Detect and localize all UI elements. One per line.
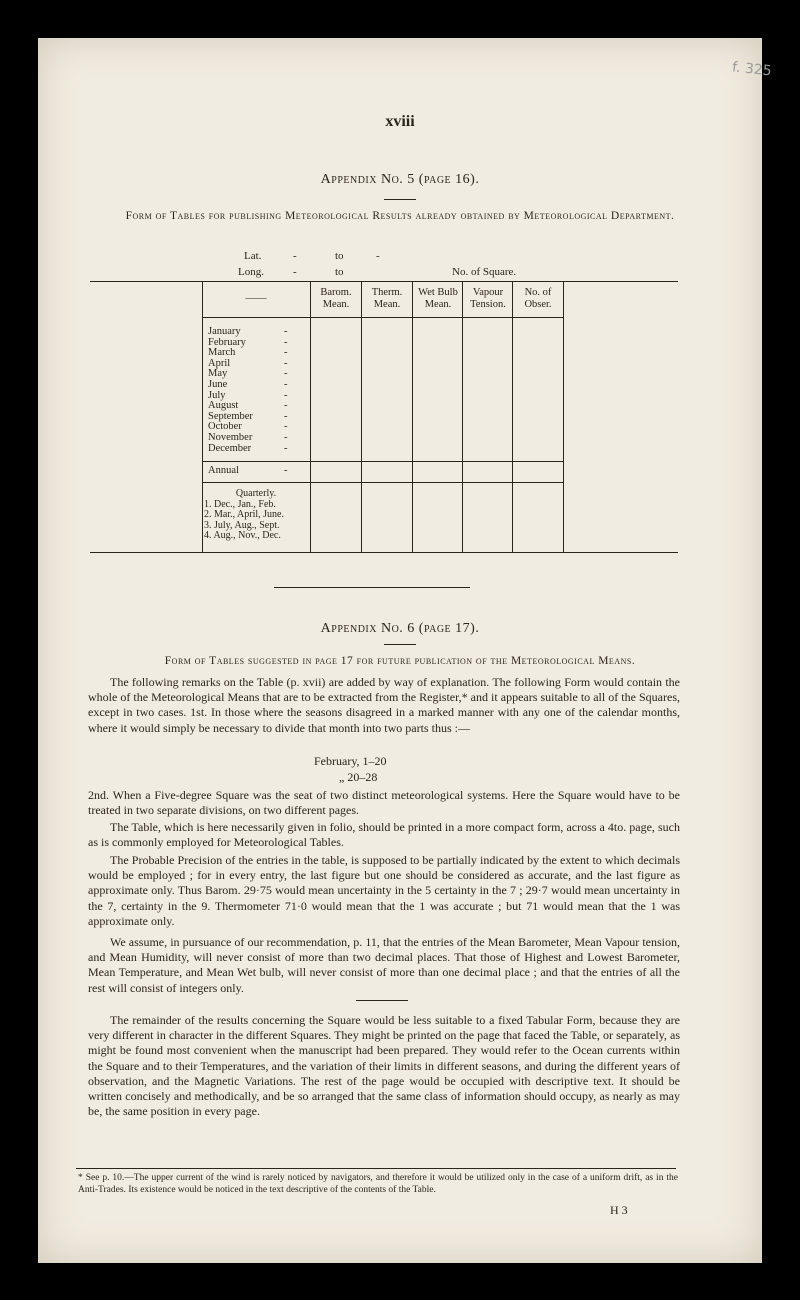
- col-divider: [512, 281, 513, 552]
- short-rule: [356, 1000, 408, 1001]
- dash: -: [284, 336, 288, 348]
- leader-dashes: [284, 327, 308, 454]
- col-divider: [202, 281, 203, 552]
- quarter-row: 2. Mar., April, June.: [204, 509, 284, 521]
- dash: -: [293, 250, 297, 262]
- dash: -: [284, 410, 288, 422]
- paragraph: The following remarks on the Table (p. xvii) are added by way of explanation. The following Form would contain the whole of the Meteorological Means that are to be extracted from the Register,* and it appears suitable to all of the Squares, except in two cases. 1st. In those where the seasons disagreed in a marked manner with any one of the calendar months, where it would simply be necessary to divide that month into two parts thus :—: [88, 675, 680, 735]
- paragraph: The Table, which is here necessarily given in folio, should be printed in a more compact form, across a 4to. page, such as is commonly employed for Meteorological Tables.: [88, 820, 680, 850]
- month-row: September: [208, 410, 253, 422]
- dash: -: [284, 442, 288, 454]
- appendix6-form-title: Form of Tables suggested in page 17 for future publication of the Meteorological Means.: [164, 655, 636, 667]
- month-row: August: [208, 400, 239, 412]
- month-row: March: [208, 347, 236, 359]
- month-row: April: [208, 357, 231, 369]
- month-row: February: [208, 336, 246, 348]
- dash: -: [376, 250, 380, 262]
- quarter-row: 1. Dec., Jan., Feb.: [204, 498, 276, 510]
- square-label: No. of Square.: [452, 266, 517, 278]
- month-row: December: [208, 442, 252, 454]
- document-page: [38, 38, 773, 1263]
- short-rule: [384, 644, 416, 645]
- page-number: xviii: [385, 113, 415, 130]
- month-row: July: [208, 389, 226, 401]
- dash: -: [284, 347, 288, 359]
- footnote: * See p. 10.—The upper current of the wind is rarely noticed by navigators, and therefore it would be utilized only in the case of a uniform drift, as in the Anti-Trades. Its existence would be noticed in the text descriptive of the contents of the Table.: [78, 1173, 678, 1195]
- paragraph: 2nd. When a Five-degree Square was the seat of two distinct meteorological systems. Here the Square would have to be treated in two separate divisions, on two different pages.: [88, 788, 680, 818]
- annual-rule: [202, 461, 563, 462]
- long-label: Long.: [238, 266, 264, 278]
- col-header: Barom. Mean.: [320, 287, 352, 310]
- col-header: Wet Bulb Mean.: [418, 287, 458, 310]
- dash: -: [293, 266, 297, 278]
- month-row: October: [208, 421, 242, 433]
- to-label: to: [335, 266, 344, 278]
- dash: -: [284, 326, 288, 337]
- col-header: Therm. Mean.: [371, 287, 403, 310]
- col-divider: [361, 281, 362, 552]
- quarterly-title: Quarterly.: [235, 488, 277, 499]
- annual-label: Annual: [208, 465, 239, 476]
- margin-note: f. 325: [731, 59, 773, 80]
- table-corner: ——: [245, 293, 267, 304]
- short-rule: [384, 199, 416, 200]
- dash: -: [284, 421, 288, 433]
- paragraph: The remainder of the results concerning the Square would be less suitable to a fixed Tabular Form, because they are very different in character in the different Squares. They might be printed on the page that faced the Table, or separately, as might be found most convenient when the manuscript had been prepared. They would refer to the Ocean currents within the Square and to their Temperatures, and the variation of their limits in different seasons, and during the different years of observation, and the Magnetic Variations. The rest of the page would be occupied with descriptive text. It should be written concisely and methodically, and be so arranged that the same class of information should occupy, as nearly as may be, the same position in every page.: [88, 1013, 680, 1119]
- paragraph: The Probable Precision of the entries in the table, is supposed to be partially indicated by the extent to which decimals would be employed ; for in every entry, the last figure but one should be considered as accurate, and the last figure as approximate only. Thus Barom. 29·75 would mean uncertainty in the 5 certainty in the 7 ; 29·7 would mean uncertainty in the 7, certainty in the 9. Thermometer 71·0 would mean that the 1 was accurate ; but 71 would mean that the 1 was approximate only.: [88, 853, 680, 928]
- paragraph: We assume, in pursuance of our recommendation, p. 11, that the entries of the Mean Barometer, Mean Vapour tension, and Mean Humidity, will never consist of more than two decimal places. That those of Highest and Lowest Barometer, Mean Temperature, and Mean Wet bulb, will never consist of more than one decimal place ; and that the entries of all the rest will consist of integers only.: [88, 935, 680, 995]
- quarter-row: 3. July, Aug., Sept.: [204, 519, 280, 531]
- dash: -: [284, 368, 288, 380]
- col-divider: [310, 281, 311, 552]
- table-bottom-rule: [90, 552, 678, 553]
- split-line: „ 20–28: [339, 770, 378, 784]
- month-row: November: [208, 431, 253, 443]
- month-row: June: [208, 378, 228, 390]
- dash: -: [284, 357, 288, 369]
- dash: -: [284, 431, 288, 443]
- lat-label: Lat.: [244, 250, 262, 262]
- table-top-rule: [90, 281, 678, 282]
- col-divider: [462, 281, 463, 552]
- header-rule: [202, 317, 563, 318]
- quarter-row: 4. Aug., Nov., Dec.: [204, 530, 281, 542]
- col-divider: [412, 281, 413, 552]
- signature-mark: H 3: [610, 1203, 628, 1217]
- split-line: February, 1–20: [314, 754, 387, 768]
- appendix6-heading: Appendix No. 6 (page 17).: [320, 621, 480, 636]
- col-header: No. of Obser.: [524, 287, 552, 310]
- annual-rule: [202, 482, 563, 483]
- dash: -: [284, 465, 288, 476]
- footnote-rule: [76, 1168, 676, 1169]
- col-header: Vapour Tension.: [470, 287, 506, 310]
- col-divider: [563, 281, 564, 552]
- appendix5-form-title: Form of Tables for publishing Meteorological Results already obtained by Meteorological Department.: [125, 210, 675, 222]
- appendix5-heading: Appendix No. 5 (page 16).: [320, 172, 480, 187]
- to-label: to: [335, 250, 344, 262]
- dash: -: [284, 389, 288, 401]
- dash: -: [284, 378, 288, 390]
- quarterly-block: [204, 489, 308, 542]
- dash: -: [284, 400, 288, 412]
- section-rule: [274, 587, 470, 588]
- month-row: January: [208, 326, 241, 337]
- month-row: May: [208, 368, 228, 380]
